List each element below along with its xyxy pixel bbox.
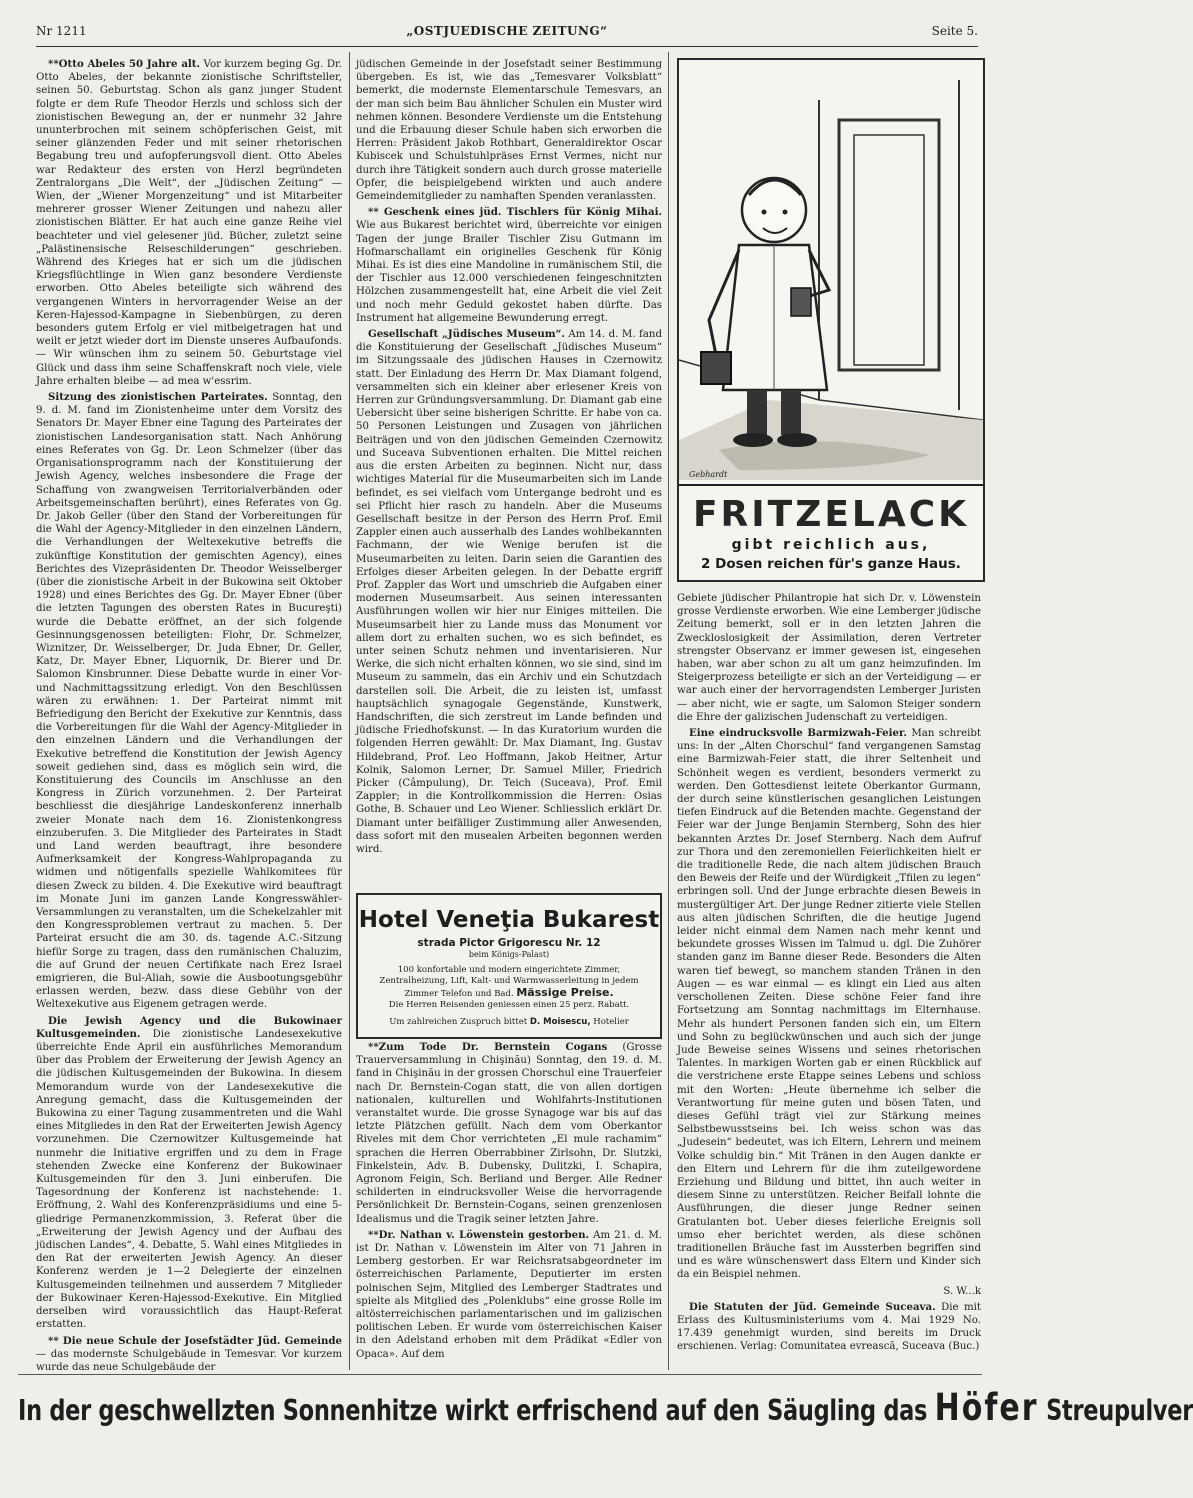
hotel-description: 100 konfortable und modern eingerichtete Zimmer, Zentralheizung, Lift, Kalt- und Warmwasserleitung in jedem Zimmer Telefon und Bad. Mässige Preise. Die Herren Reisenden geniessen einen 25 perz. Rabatt.: [379, 965, 639, 1010]
column-divider-left: [349, 52, 350, 1370]
fritzelack-slogan-1: gibt reichlich aus,: [731, 537, 931, 553]
article-nathan-continued: Gebiete jüdischer Philantropie hat sich Dr. v. Löwenstein grosse Verdienste erworben. Wie eine Lemberger jüdische Zeitung bemerkt, soll er in den letzten Jahren die Zweckloslosigkeit der Assimilation, deren Vertreter strengster Observanz er immer gewesen ist, eingesehen haben, war aber schon zu alt um ganz heimzufinden. Im Steigerprozess beteiligte er sich an der Verteidigung — er war auch einer der hervorragendsten Lemberger Juristen — aber nicht, wie er sagte, um Salomon Steiger sondern die Ehre der galizischen Judenschaft zu verteidigen.: [677, 593, 981, 723]
hoefer-banner-advertisement: [18, 1380, 1193, 1438]
article-jewish-agency: Die Jewish Agency und die Bukowinaer Kultusgemeinden. Die zionistische Landesexekutive überreichte Ende April ein ausführliches Memorandum über das Problem der Erweiterung der Jewish Agency an die jüdischen Kultusgemeinden der Bukowina. In diesem Memorandum wurde von der Landesexekutive die Anregung gemacht, dass die Kultusgemeinden der Bukowina zu einer Tagung zusammentreten und die Wahl eines Mitgliedes in den Rat der Erweiterten Jewish Agency vorzunehmen. Die Czernowitzer Kultusgemeinde hat nunmehr die Initiative ergriffen und zu dem in Frage stehenden Zwecke eine Konferenz der Bukowinaer Kultusgemeinden für den 3. Juni einberufen. Die Tagesordnung der Konferenz ist nachstehende: 1. Eröffnung, 2. Wahl des Konferenzpräsidiums und eine 5-gliedrige Permanenzkommission, 3. Referat über die „Erweiterung der Jewish Agency und der Aufbau des jüdischen Landes“, 4. Debatte, 5. Wahl eines Mitgliedes in den Rat der erweiterten Jewish Agency. An dieser Konferenz werden je 1—2 Delegierte der einzelnen Kultusgemeinden teilnehmen und ausserdem 7 Mitglieder der Bukowinaer Keren-Hajessod-Exekutive. Ein Mitglied derselben wird voraussichtlich das Haupt-Referat erstatten.: [36, 1014, 342, 1331]
banner-brand: Höfer: [934, 1386, 1039, 1430]
banner-text-before: In der geschwellzten Sonnenhitze wirkt erfrischend auf den Säugling das: [18, 1395, 928, 1428]
article-barmizwah: Eine eindrucksvolle Barmizwah-Feier. Man schreibt uns: In der „Alten Chorschul“ fand vergangenen Samstag eine Barmizwah-Feier statt, die ihrer Seltenheit und Schönheit wegen es verdient, besonders vermerkt zu werden. Den Gottesdienst leitete Oberkantor Gurmann, der durch seine künstlerischen gesanglichen Leistungen tiefen Eindruck auf die Betenden machte. Gegenstand der Feier war der Junge Benjamin Sternberg, Sohn des hier bekannten Arztes Dr. Josef Sternberg. Nach dem Aufruf zur Thora und den zeremoniellen Feierlichkeiten hielt er die traditionelle Rede, die nach altem jüdischen Brauch den Beweis der Reife und der Würdigkeit „Tfilen zu legen“ erbringen soll. Und der Junge erbrachte diesen Beweis in mustergültiger Art. Der junge Redner zitierte viele Stellen aus alten jüdischen Schriften, die die heutige Jugend leider nicht einmal dem Namen nach mehr kennt und bekundete grosses Wissen im Talmud u. dgl. Die Zuhörer standen ganz im Banne dieser Rede. Besonders die Alten waren tief bewegt, so manchem standen Tränen in den Augen — es war einmal — es klingt ein Lied aus alten verschollenen Zeiten. Diese schöne Feier fand ihre Fortsetzung am Sonntag nachmittags im Elternhause. Mehr als hundert Personen fanden sich ein, um Eltern und Sohn zu beglückwünschen und auch sich der junge Jude Beweise seines Wissens und seines rhetorischen Talentes. In markigen Worten gab er einen Rückblick auf die verstrichene erste Etappe seines Lebens und schloss mit den Worten: „Heute übernehme ich selber die Verantwortung für meine guten und bösen Taten, und dieses Gefühl trägt viel zur Stärkung meines Selbstbewusstseins bei. Ich weiss schon was das „Judesein“ bedeutet, was ich Eltern, Lehrern und meinem Volke schuldig bin.“ Mit Tränen in den Augen dankte er den Eltern und Lehrern für die ihm zuteilgewordene Erziehung und Bildung und bittet, ihn auch weiter in diesem Sinne zu unterstützen. Reicher Beifall lohnte die Ausführungen, die dieser junge Redner seinen Gratulanten bot. Ueber dieses feierliche Ereignis soll umso eher berichtet werden, als diese schönen traditionellen Bräuche fast im Aussterben begriffen sind und es wäre wünschenswert dass Eltern und Kinder sich da ein Beispiel nehmen.: [677, 727, 981, 1281]
article-sitzung: Sitzung des zionistischen Parteirates. Sonntag, den 9. d. M. fand im Zionistenheime unter dem Vorsitz des Senators Dr. Mayer Ebner eine Tagung des Parteirates der zionistischen Landesorganisation statt. Nach Anhörung eines Referates von Gg. Dr. Leon Schmelzer (über das Organisationsprogramm nach der Konstituierung der Jewish Agency, welches insbesondere die Frage der Schaffung von zwangweisen Territorialverbänden oder Arbeitsgemeinschaften berührt), eines Referates von Gg. Dr. Jakob Geller (über den Stand der Vorbereitungen für die Wahl der Agency-Mitglieder in den einzelnen Ländern, die Verhandlungen der Weltexekutive betreffs die zukünftige Konstitution der gemischten Agency), eines Berichtes des Vizepräsidenten Dr. Theodor Weisselberger (über die zionistische Arbeit in der Bukowina seit Oktober 1928) und eines Berichtes des Gg. Dr. Mayer Ebner (über die letzten Tagungen des obersten Rates in Bucureşti) wurde die Debatte eröffnet, an der sich folgende Gesinnungsgenossen beteiligten: Flohr, Dr. Schmelzer, Wiznitzer, Dr. Weisselberger, Dr. Juda Ebner, Dr. Geller, Katz, Dr. Mayer Ebner, Liquornik, Dr. Bierer und Dr. Salomon Kinsbrunner. Diese Debatte wurde in einer Vor- und Nachmittagssitzung erledigt. Von den Beschlüssen wären zu erwähnen: 1. Der Parteirat nimmt mit Befriedigung den Bericht der Exekutive zur Kenntnis, dass die Vorbereitungen für die Wahl der Agency-Mitglieder in den einzelnen Ländern und die Verhandlungen der Exekutive betreffend die Konstitution der Jewish Agency soweit gediehen sind, dass es möglich sein wird, die Konstituierung des Councils im Anschlusse an den Kongress in Zürich vorzunehmen. 2. Der Parteirat beschliesst die diesjährige Landeskonferenz innerhalb zweier Monate nach dem 16. Zionistenkongress einzuberufen. 3. Die Mitglieder des Parteirates in Stadt und Land werden beauftragt, ihre besondere Aufmerksamkeit der Kongress-Wahlpropaganda zu widmen und nötigenfalls spezielle Wahlkomitees für diesen Zweck zu bilden. 4. Die Exekutive wird beauftragt im Monate Juni im ganzen Lande Kongresswähler-Versammlungen zu veranstalten, um die Schekelzahler mit den Kongressproblemen vertraut zu machen. 5. Der Parteirat ersucht die am 30. ds. tagende A.C.-Sitzung hiefür Sorge zu tragen, dass den rumänischen Chaluzim, die auf Grund der neuen Certifikate nach Erez Israel emigrieren, die Bul-Aliah, sowie die Ausbootungsgebühr erlassen werden, bezw. dass diese Gebühr von der Weltexekutive aus Eigenem getragen werde.: [36, 391, 342, 1011]
article-abeles: **Otto Abeles 50 Jahre alt. Vor kurzem beging Gg. Dr. Otto Abeles, der bekannte zionistische Schriftsteller, seinen 50. Geburtstag. Schon als ganz junger Student folgte er dem Rufe Theodor Herzls und schloss sich der zionistischen Bewegung an, der er nunmehr 32 Jahre ununterbrochen mit seinem schöpferischen Geist, mit seiner glänzenden Feder und mit seiner rhetorischen Begabung treu und aufopferungsvoll dient. Otto Abeles war Redakteur des ersten von Herzl begründeten Zentralorgans „Die Welt“, der „Jüdischen Zeitung“ — Wien, der „Wiener Morgenzeitung“ und ist Mitarbeiter mehrerer grosser Wiener Zeitungen und nahezu aller zionistischen Blätter. Er hat auch eine ganze Reihe viel beachteter und viel gelesener jüd. Bücher, zuletzt seine „Palästinensische Reiseschilderungen“ geschrieben. Während des Krieges hat er sich um die jüdischen Kriegsflüchtlinge in Wien ganz besondere Verdienste erworben. Otto Abeles beteiligte sich während des vergangenen Winters in hervorragender Weise an der Keren-Hajessod-Kampagne in Siebenbürgen, zu deren besonders gutem Erfolg er viel mitbeigetragen hat und weilt er jetzt wieder dort im Dienste unseres Aufbaufonds. — Wir wünschen ihm zu seinem 50. Geburtstage viel Glück und dass ihm seine Schaffenskraft noch viele, viele Jahre erhalten bleibe — ad mea w'essrim.: [36, 58, 342, 387]
column-divider-right: [668, 52, 669, 1370]
article-barmizwah-signature: S. W...k: [943, 1285, 981, 1297]
column-1: [36, 58, 342, 1372]
article-schule: ** Die neue Schule der Josefstädter Jüd. Gemeinde — das modernste Schulgebäude in Temesvar. Vor kurzem wurde das neue Schulgebäude der: [36, 1334, 342, 1373]
column-2-bottom: [356, 1041, 662, 1372]
hotel-street-note: beim Königs-Palast): [468, 950, 550, 959]
article-statuten: Die Statuten der Jüd. Gemeinde Suceava. Die mit Erlass des Kultusministeriums vom 4. Mai 1929 No. 17.439 genehmigt wurden, sind bereits im Druck erschienen. Verlag: Comunitatea evrească, Suceava (Buc.): [677, 1300, 981, 1353]
page-number: Nr 1211: [36, 24, 87, 38]
fritzelack-brand: FRITZELACK: [692, 494, 970, 535]
page-header: [36, 18, 978, 44]
column-3-bottom: [677, 592, 981, 1372]
fritzelack-advertisement: [677, 58, 985, 582]
artist-signature: Gebhardt: [689, 470, 728, 479]
page-label: Seite 5.: [931, 24, 978, 38]
hotel-advertisement: [356, 893, 662, 1039]
newspaper-title: „OSTJUEDISCHE ZEITUNG“: [406, 24, 608, 38]
article-nathan: **Dr. Nathan v. Löwenstein gestorben. Am 21. d. M. ist Dr. Nathan v. Löwenstein im Alter von 71 Jahren in Lemberg gestorben. Er war Reichsratsabgeordneter im österreichischen Parlamente, Deputierter im ersten polnischen Sejm, Mitglied des Lemberger Stadtrates und spielte als Mitglied des „Polenklubs“ eine grosse Rolle im altösterreichischen parlamentarischen und im galizischen politischen Leben. Er wurde vom österreichischen Kaiser in den Adelstand erhoben mit dem Prädikat «Edler von Opaca». Auf dem: [356, 1228, 662, 1360]
hotel-street: strada Pictor Grigorescu Nr. 12: [417, 937, 601, 949]
article-geschenk: ** Geschenk eines jüd. Tischlers für König Mihai. Wie aus Bukarest berichtet wird, überreichte vor einigen Tagen der junge Brailer Tischler Zisu Gutmann im Hofmarschallamt ein originelles Geschenk für König Mihai. Es ist dies eine Mandoline in rumänischem Stil, die der Tischler aus 12.000 verschiedenen feingeschnitzten Hölzchen zusammengestellt hat, eine Arbeit die viel Zeit und noch mehr Geduld gekostet haben dürfte. Das Instrument hat allgemeine Bewunderung erregt.: [356, 206, 662, 324]
hotel-name: Hotel Veneţia Bukarest: [358, 907, 660, 933]
hotel-footer: Um zahlreichen Zuspruch bittet D. Moisescu, Hotelier: [389, 1017, 629, 1027]
banner-text-after: Streupulver: [1046, 1395, 1193, 1428]
fritzelack-slogan-2: 2 Dosen reichen für's ganze Haus.: [701, 556, 961, 572]
column-2-top: [356, 58, 662, 886]
banner-rule: [18, 1374, 982, 1375]
article-museum: Gesellschaft „Jüdisches Museum“. Am 14. d. M. fand die Konstituierung der Gesellschaft „Jüdisches Museum“ im Sitzungssaale des jüdischen Hauses in Czernowitz statt. Der Einladung des Herrn Dr. Max Diamant folgend, versammelten sich ein kleiner aber erlesener Kreis von Herren zur Gründungsversammlung. Dr. Diamant gab eine Uebersicht über seine bisherigen Schritte. Er habe von ca. 50 Personen Leistungen und Zusagen von jährlichen Beiträgen und von den jüdischen Gemeinden Czernowitz und Suceava Subventionen erhalten. Die Mittel reichen aus die ersten Arbeiten zu beginnen. Nicht nur, dass wichtiges Material für die Museumarbeiten sich im Lande befindet, es sei vielfach vom Untergange bedroht und es sei Pflicht hier rasch zu handeln. Aber die Museums Gesellschaft besitze in der Person des Herrn Prof. Emil Zappler einen auch ausserhalb des Landes wohlbekannten Fachmann, der wie Wenige berufen ist die Museumarbeiten zu leiten. Darin seien die Garantien des Erfolges dieser Arbeiten gelegen. In der Debatte ergriff Prof. Zappler das Wort und umschrieb die Aufgaben einer modernen Museumsarbeit. Aus seinen interessanten Ausführungen wollen wir hier nur Einiges mitteilen. Die Museumsarbeit hier zu Lande muss das Monument vor allem dort zu erhalten suchen, wo es sich befindet, es unter seinen Schutz nehmen und inventarisieren. Nur Werke, die sich nicht erhalten können, wo sie sind, sind im Museum zu sammeln, das ein Archiv und ein Schutzdach darstellen soll. Die Arbeit, die zu leisten ist, umfasst hauptsächlich synagogale Gegenstände, Kunstwerk, Handschriften, die sich zerstreut im Lande befinden und jüdische Friedhofskunst. — In das Kuratorium wurden die folgenden Herren gewählt: Dr. Max Diamant, Ing. Gustav Hildebrand, Prof. Leo Hoffmann, Jakob Heitner, Artur Kolnik, Salomon Lerner, Dr. Samuel Miller, Friedrich Picker (Câmpulung), Dr. Teich (Suceava), Prof. Emil Zappler; in die Kontrollkommission die Herren: Osias Gothe, B. Schauer und Leo Wiener. Schliesslich erklärt Dr. Diamant unter beifälliger Zustimmung aller Anwesenden, dass sofort mit den musealen Arbeiten begonnen werden wird.: [356, 328, 662, 855]
article-cogan: **Zum Tode Dr. Bernstein Cogans (Grosse Trauerversammlung in Chişinău) Sonntag, den 19. d. M. fand in Chişinău in der grossen Chorschul eine Trauerfeier nach Dr. Bernstein-Cogan statt, die von allen dortigen nationalen, kulturellen und Wohlfahrts-Institutionen veranstaltet wurde. Die grosse Synagoge war bis auf das letzte Plätzchen gefüllt. Nach dem vom Oberkantor Riveles mit dem Chor verrichteten „El mule rachamim“ sprachen die Herren Oberrabbiner Zirlsohn, Dr. Slutzki, Finkelstein, Adv. B. Dubensky, Dulitzki, I. Schapira, Agronom Feigin, Sch. Berliand und Berger. Alle Redner schilderten in eindrucksvoller Weise die hervorragende Persönlichkeit Dr. Bernstein-Cogans, seinen grenzenlosen Idealismus und die Tragik seiner letzten Jahre.: [356, 1041, 662, 1225]
article-schule-continued: jüdischen Gemeinde in der Josefstadt seiner Bestimmung übergeben. Es ist, wie das „Temesvarer Volksblatt“ bemerkt, die modernste Elementarschule Temesvars, an der man sich beim Bau ähnlicher Schulen ein Muster wird nehmen können. Besondere Verdienste um die Entstehung und die Erbauung dieser Schule haben sich erworben die Herren: Präsident Jakob Rothbart, Generaldirektor Oscar Kubiscek und Schulstuhlpräses Ernst Vermes, nicht nur durch ihre Tätigkeit sondern auch durch grosse materielle Opfer, die beispielgebend wirkten und auch andere Gemeindemitglieder zu namhaften Spenden veranlassten.: [356, 59, 662, 203]
header-rule: [36, 46, 978, 47]
